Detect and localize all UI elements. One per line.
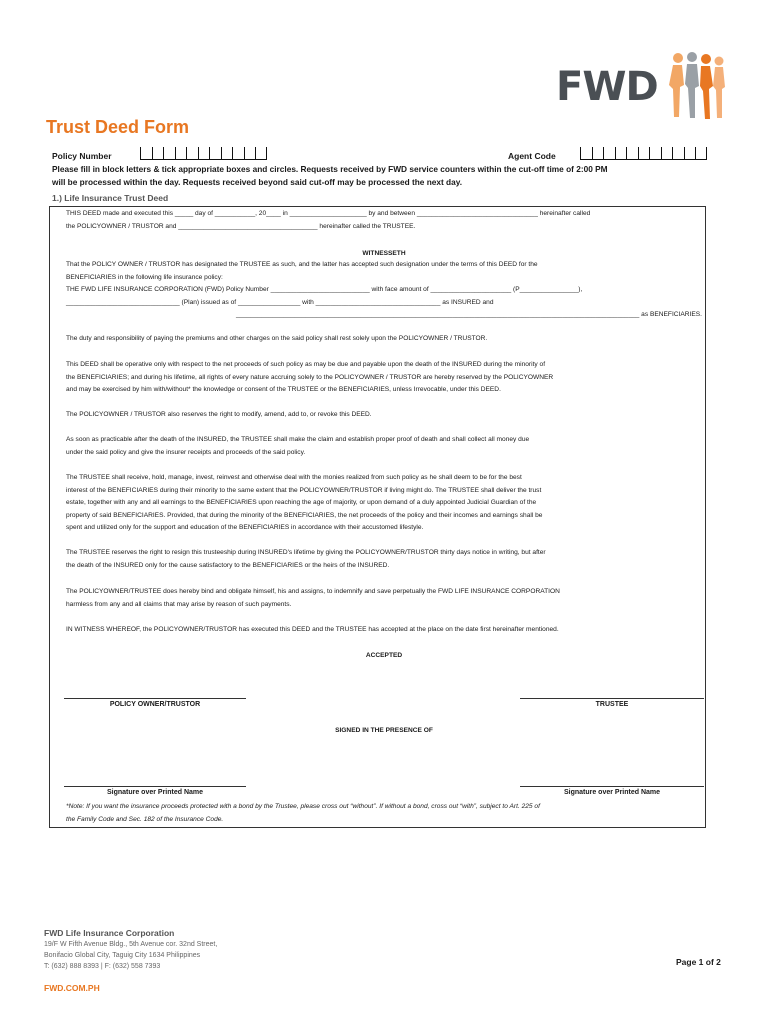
deed-line: the BENEFICIARIES; and during his lifetime, all rights of every nature accruing solely to the POLICYOWNER / TRUSTOR are hereby reserved by the POLICYOWNER [66, 373, 554, 381]
deed-line: The POLICYOWNER/TRUSTEE does hereby bind and obligate himself, his and assigns, to indemnify and save perpetually the FWD LIFE INSURANCE CORPORATION [66, 588, 560, 595]
deed-line: THE FWD LIFE INSURANCE CORPORATION (FWD) Policy Number ___________________________ with face amount of ______________________ (P________________), [66, 286, 583, 294]
witness-1-label: Signature over Printed Name [106, 789, 204, 796]
deed-line: The TRUSTEE reserves the right to resign this trusteeship during INSURED's lifetime by giving the POLICYOWNER/TRUSTOR thirty days notice in writing, but after [66, 549, 546, 556]
witness-2-signature-line[interactable] [520, 786, 704, 787]
deed-line: spent and utilized only for the support and education of the BENEFICIARIES in accordance with their accustomed lifestyle. [66, 524, 424, 532]
witnesseth-heading: WITNESSETH [362, 250, 406, 257]
deed-paragraph-9 [66, 586, 702, 611]
accepted-heading: ACCEPTED [365, 652, 403, 659]
trustee-signature-line[interactable] [520, 698, 704, 699]
deed-line: That the POLICY OWNER / TRUSTOR has designated the TRUSTEE as such, and the latter has accepted such designation under the terms of this DEED for the [66, 261, 538, 268]
deed-paragraph-4 [66, 359, 702, 397]
deed-paragraph-1 [66, 208, 702, 233]
fwd-logo-text: FWD [556, 64, 658, 110]
deed-line: BENEFICIARIES in the following life insurance policy: [66, 273, 223, 281]
deed-paragraph-3: The duty and responsibility of paying the premiums and other charges on the said policy shall rest solely upon the POLICYOWNER / TRUSTOR. [66, 335, 488, 342]
deed-line: property of said BENEFICIARIES. Provided, that during the minority of the BENEFICIARIES, the net proceeds of the policy and their incomes and earnings shall be [66, 511, 543, 519]
deed-line: estate, together with any and all earnings to the BENEFICIARIES upon reaching the age of majority, or upon demand of a duly appointed Judicial Guardian of the [66, 499, 537, 507]
bond-note [66, 801, 702, 826]
deed-line: _______________________________ (Plan) issued as of _________________ with __________________________________ as INSURED and [66, 298, 494, 306]
agent-code-boxes[interactable] [580, 147, 707, 160]
deed-paragraph-6 [66, 434, 702, 459]
deed-paragraph-7 [66, 472, 702, 535]
agent-code-label: Agent Code [508, 151, 556, 161]
form-title: Trust Deed Form [46, 117, 190, 137]
deed-paragraph-5: The POLICYOWNER / TRUSTOR also reserves the right to modify, amend, add to, or revoke this DEED. [66, 411, 372, 418]
deed-line: interest of the BENEFICIARIES during their minority to the same extent that the POLICYOWNER/TRUSTOR if living might do. The TRUSTEE shall deliver the trust [66, 486, 542, 494]
witness-1-signature-line[interactable] [64, 786, 246, 787]
note-line: the Family Code and Sec. 182 of the Insurance Code. [66, 815, 224, 823]
owner-signature-label: POLICY OWNER/TRUSTOR [109, 701, 201, 708]
deed-line: This DEED shall be operative only with respect to the net proceeds of such policy as may be due and payable upon the death of the INSURED during the minority of [66, 361, 546, 368]
section-title: 1.) Life Insurance Trust Deed [52, 193, 169, 203]
deed-line: The TRUSTEE shall receive, hold, manage, invest, reinvest and otherwise deal with the monies realized from such policy as he shall deem to be for the best [66, 474, 522, 481]
deed-line: As soon as practicable after the death of the INSURED, the TRUSTEE shall make the claim and establish proper proof of death and shall collect all money due [66, 436, 530, 443]
footer-company: FWD Life Insurance Corporation [44, 928, 175, 938]
owner-signature-line[interactable] [64, 698, 246, 699]
page-number: Page 1 of 2 [676, 957, 721, 967]
footer-address-1: 19/F W Fifth Avenue Bldg., 5th Avenue cor. 32nd Street, [44, 941, 218, 948]
policy-number-boxes[interactable] [140, 147, 267, 160]
instructions-line-1: Please fill in block letters & tick appropriate boxes and circles. Requests received by FWD service counters within the cut-off time of 2:00 PM [52, 164, 608, 174]
note-line: *Note: If you want the insurance proceeds protected with a bond by the Trustee, please cross out “without”. If without a bond, cross out “with”, subject to Art. 225 of [66, 803, 540, 810]
deed-line: harmless from any and all claims that may arise by reason of such payments. [66, 600, 292, 608]
witness-2-label: Signature over Printed Name [563, 789, 661, 796]
signed-presence-heading: SIGNED IN THE PRESENCE OF [335, 727, 433, 734]
deed-paragraph-2 [66, 259, 702, 322]
instructions-line-2: will be processed within the day. Requests received beyond said cut-off may be processed the next day. [52, 176, 463, 187]
trustee-signature-label: TRUSTEE [595, 701, 629, 708]
deed-line: the death of the INSURED only for the cause satisfactory to the BENEFICIARIES or the heirs of the INSURED. [66, 561, 390, 569]
runners-logo-icon [664, 50, 728, 122]
fwd-logo [556, 62, 658, 112]
instructions [52, 163, 722, 188]
deed-line: THIS DEED made and executed this _____ day of ___________, 20____ in _____________________ by and between _________________________________ hereinafter called [66, 210, 591, 217]
deed-line: under the said policy and give the insurer receipts and proceeds of the said policy. [66, 448, 306, 456]
deed-paragraph-10: IN WITNESS WHEREOF, the POLICYOWNER/TRUSTOR has executed this DEED and the TRUSTEE has accepted at the place on the date first hereinafter mentioned. [66, 626, 559, 633]
deed-line: the POLICYOWNER / TRUSTOR and ______________________________________ hereinafter called the TRUSTEE. [66, 222, 416, 230]
footer-address-2: Bonifacio Global City, Taguig City 1634 Philippines [44, 952, 201, 959]
deed-paragraph-8 [66, 547, 702, 572]
footer-phone: T: (632) 888 8393 | F: (632) 558 7393 [44, 963, 161, 970]
deed-line: ______________________________________________________________________________________________________________ as BENEFICIARIES. [235, 311, 702, 319]
policy-number-label: Policy Number [52, 151, 112, 161]
deed-line: and may be exercised by him with/without* the knowledge or consent of the TRUSTEE or the BENEFICIARIES, unless Irrevocable, under this DEED. [66, 386, 501, 394]
footer-website-link[interactable]: FWD.COM.PH [44, 983, 100, 993]
